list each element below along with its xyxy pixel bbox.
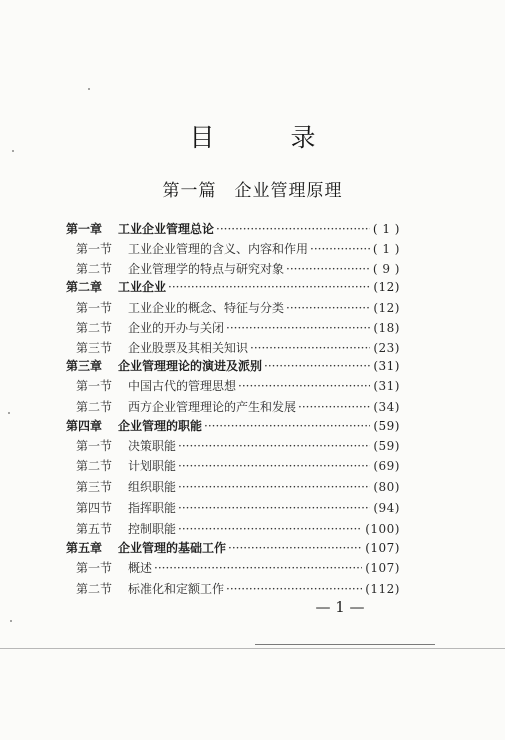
toc-leader-dots: [226, 579, 362, 599]
toc-title: 控制职能: [128, 522, 177, 536]
toc-page: (80): [373, 480, 400, 494]
toc-section-2-3[interactable]: [76, 338, 400, 358]
toc-section-4-5[interactable]: [76, 519, 400, 539]
toc-number: 第二节: [76, 400, 113, 414]
toc-page: (112): [365, 582, 400, 596]
toc-leader-dots: [228, 538, 362, 558]
toc-leader-dots: [310, 239, 370, 259]
toc-leader-dots: [154, 558, 362, 578]
toc-section-3-1[interactable]: [76, 376, 400, 396]
toc-title: 决策职能: [128, 439, 177, 453]
toc-page: ( 1 ): [372, 222, 400, 236]
toc-leader-dots: [178, 519, 362, 539]
toc-leader-dots: [298, 397, 370, 417]
toc-title: 企业管理的职能: [118, 419, 203, 433]
toc-number: 第一章: [66, 222, 103, 236]
toc-page: (18): [373, 321, 400, 335]
toc-title: 西方企业管理理论的产生和发展: [128, 400, 297, 414]
toc-leader-dots: [216, 219, 370, 239]
toc-number: 第五节: [76, 522, 113, 536]
scan-speck: [10, 620, 12, 622]
toc-number: 第二节: [76, 321, 113, 335]
toc-number: 第一节: [76, 379, 113, 393]
toc-title: 工业企业管理的含义、内容和作用: [128, 242, 309, 256]
toc-section-4-4[interactable]: [76, 498, 400, 518]
toc-page: (31): [373, 359, 400, 373]
scan-speck: [8, 412, 10, 414]
toc-number: 第三节: [76, 480, 113, 494]
toc-page: (107): [365, 541, 400, 555]
toc-leader-dots: [178, 477, 370, 497]
toc-number: 第一节: [76, 439, 113, 453]
toc-title: 组织职能: [128, 480, 177, 494]
toc-number: 第四章: [66, 419, 103, 433]
toc-section-5-1[interactable]: [76, 558, 400, 578]
toc-number: 第三章: [66, 359, 103, 373]
toc-title: 工业企业管理总论: [118, 222, 215, 236]
part-heading: 第一篇 企业管理原理: [162, 181, 343, 201]
toc-leader-dots: [286, 259, 370, 279]
toc-leader-dots: [250, 338, 370, 358]
toc-chapter-4[interactable]: [66, 416, 400, 436]
toc-section-2-2[interactable]: [76, 318, 400, 338]
toc-page: (107): [365, 561, 400, 575]
toc-title: 工业企业的概念、特征与分类: [128, 301, 285, 315]
toc-page: (12): [373, 280, 400, 294]
toc-page: (59): [373, 439, 400, 453]
toc-page: (12): [373, 301, 400, 315]
toc-leader-dots: [178, 456, 370, 476]
toc-title: 企业管理理论的演进及派别: [118, 359, 263, 373]
toc-number: 第二节: [76, 582, 113, 596]
toc-leader-dots: [178, 498, 370, 518]
toc-title: 指挥职能: [128, 501, 177, 515]
toc-page: (69): [373, 459, 400, 473]
toc-title: 工业企业: [118, 280, 167, 294]
toc-number: 第二节: [76, 262, 113, 276]
toc-title: 标准化和定额工作: [128, 582, 225, 596]
toc-leader-dots: [168, 277, 370, 297]
toc-title: 企业管理的基础工作: [118, 541, 227, 555]
toc-section-1-2[interactable]: [76, 259, 400, 279]
toc-leader-dots: [204, 416, 370, 436]
page-number: — 1 —: [315, 598, 365, 616]
toc-leader-dots: [238, 376, 370, 396]
toc-title: 计划职能: [128, 459, 177, 473]
toc-number: 第三节: [76, 341, 113, 355]
toc-leader-dots: [264, 356, 370, 376]
toc-section-4-1[interactable]: [76, 436, 400, 456]
toc-title: 企业管理学的特点与研究对象: [128, 262, 285, 276]
toc-leader-dots: [178, 436, 370, 456]
scan-speck: [88, 88, 90, 90]
toc-chapter-2[interactable]: [66, 277, 400, 297]
toc-section-5-2[interactable]: [76, 579, 400, 599]
toc-number: 第一节: [76, 561, 113, 575]
toc-leader-dots: [286, 298, 370, 318]
toc-title: 企业的开办与关闭: [128, 321, 225, 335]
scan-speck: [12, 150, 14, 152]
toc-chapter-3[interactable]: [66, 356, 400, 376]
toc-page: (59): [373, 419, 400, 433]
toc-page: (31): [373, 379, 400, 393]
toc-number: 第一节: [76, 242, 113, 256]
toc-section-2-1[interactable]: [76, 298, 400, 318]
toc-page: ( 1 ): [372, 242, 400, 256]
scan-line-upper: [255, 644, 435, 645]
toc-title: 企业股票及其相关知识: [128, 341, 249, 355]
toc-leader-dots: [226, 318, 370, 338]
toc-number: 第五章: [66, 541, 103, 555]
toc-page: ( 9 ): [372, 262, 400, 276]
toc-section-3-2[interactable]: [76, 397, 400, 417]
toc-chapter-5[interactable]: [66, 538, 400, 558]
toc-section-4-3[interactable]: [76, 477, 400, 497]
scan-line-lower: [0, 648, 505, 649]
toc-page: (100): [365, 522, 400, 536]
toc-number: 第二节: [76, 459, 113, 473]
toc-chapter-1[interactable]: [66, 219, 400, 239]
toc-page: (34): [373, 400, 400, 414]
toc-page: (23): [373, 341, 400, 355]
toc-section-4-2[interactable]: [76, 456, 400, 476]
toc-page: (94): [373, 501, 400, 515]
toc-number: 第二章: [66, 280, 103, 294]
toc-number: 第四节: [76, 501, 113, 515]
toc-title: 概述: [128, 561, 153, 575]
page-title: 目 录: [189, 123, 350, 152]
toc-title: 中国古代的管理思想: [128, 379, 237, 393]
toc-number: 第一节: [76, 301, 113, 315]
toc-section-1-1[interactable]: [76, 239, 400, 259]
